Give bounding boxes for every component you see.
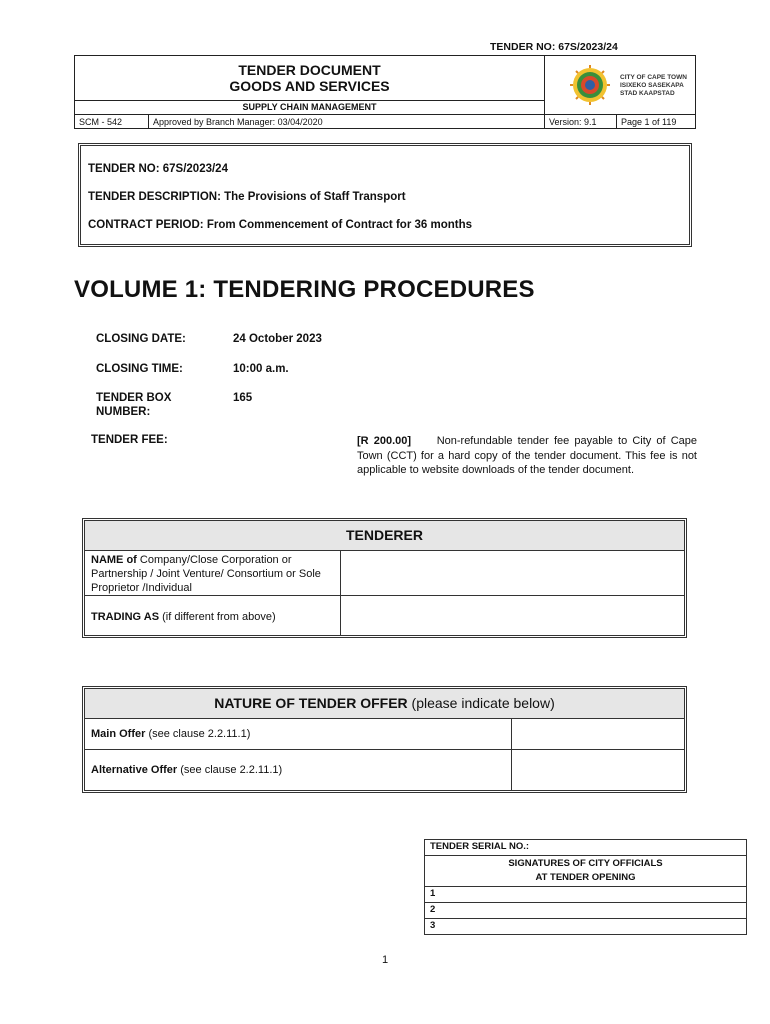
main-offer-bold: Main Offer [91, 728, 146, 740]
page-label: Page 1 of 119 [621, 117, 677, 127]
serial-label: TENDER SERIAL NO.: [425, 840, 746, 856]
alternative-offer-row [85, 750, 684, 790]
scm-code: SCM - 542 [75, 115, 149, 129]
city-of-cape-town-logo [545, 56, 697, 114]
tender-box-number: 165 [233, 392, 253, 404]
nature-of-offer-table [82, 686, 687, 793]
alternative-offer-label [85, 750, 512, 790]
volume-title: VOLUME 1: TENDERING PROCEDURES [74, 276, 535, 303]
header-meta-row [75, 114, 695, 129]
tender-fee-label: TENDER FEE: [91, 434, 168, 446]
nature-heading-rest: (please indicate below) [407, 695, 555, 711]
page-number: 1 [381, 954, 389, 966]
info-tender-description: TENDER DESCRIPTION: The Provisions of Staff Transport [88, 191, 406, 203]
trading-as-field[interactable] [341, 596, 684, 635]
tenderer-table [82, 518, 687, 638]
nature-heading [85, 689, 684, 719]
tender-serial-table [424, 839, 747, 935]
tender-box-label-1: TENDER BOX [96, 392, 172, 404]
signatures-line-2: AT TENDER OPENING [535, 872, 636, 883]
document-header-table [74, 55, 696, 129]
tenderer-name-rest: Company/Close Corporation or Partnership / Joint Venture/ Consortium or Sole Proprietor /Individual [91, 554, 321, 594]
top-tender-number: TENDER NO: 67S/2023/24 [490, 41, 618, 53]
closing-date-value: 24 October 2023 [233, 333, 322, 345]
version-label: Version: 9.1 [545, 115, 617, 129]
trading-as-rest: (if different from above) [159, 611, 276, 623]
header-title-line2: GOODS AND SERVICES [229, 78, 390, 94]
alternative-offer-rest: (see clause 2.2.11.1) [177, 764, 283, 776]
closing-date-label: CLOSING DATE: [96, 333, 186, 345]
closing-time-value: 10:00 a.m. [233, 363, 289, 375]
supply-chain-label: SUPPLY CHAIN MANAGEMENT [75, 100, 545, 114]
info-tender-number: TENDER NO: 67S/2023/24 [88, 163, 228, 175]
signature-row[interactable]: 1 [425, 887, 746, 903]
logo-line-2: ISIXEKO SASEKAPA [620, 82, 684, 89]
signature-row[interactable]: 3 [430, 920, 436, 931]
closing-time-label: CLOSING TIME: [96, 363, 183, 375]
tenderer-name-row [85, 551, 684, 596]
tenderer-name-bold: NAME of [91, 554, 137, 566]
signature-row[interactable]: 2 [425, 903, 746, 919]
tender-fee-description: Non-refundable tender fee payable to City of Cape Town (CCT) for a hard copy of the tender document. This fee is not applicable to website downloads of the tender document. [357, 435, 697, 476]
tender-info-box [78, 143, 692, 247]
alternative-offer-field[interactable] [512, 750, 684, 790]
signatures-line-1: SIGNATURES OF CITY OFFICIALS [508, 858, 663, 869]
header-title-line1: TENDER DOCUMENT [238, 62, 381, 78]
tenderer-name-label [85, 551, 341, 595]
tenderer-trading-row [85, 596, 684, 635]
trading-as-bold: TRADING AS [91, 611, 160, 623]
approval-note: Approved by Branch Manager: 03/04/2020 [149, 115, 545, 129]
trading-as-label [85, 596, 341, 635]
main-offer-label [85, 719, 512, 749]
nature-heading-bold: NATURE OF TENDER OFFER [214, 695, 408, 711]
info-contract-period: CONTRACT PERIOD: From Commencement of Contract for 36 months [88, 219, 472, 231]
header-title-cell [75, 56, 545, 100]
logo-line-3: STAD KAAPSTAD [620, 90, 675, 97]
tender-box-label-2: NUMBER: [96, 406, 151, 418]
main-offer-field[interactable] [512, 719, 684, 749]
logo-line-1: CITY OF CAPE TOWN [620, 74, 687, 81]
alternative-offer-bold: Alternative Offer [91, 764, 178, 776]
tenderer-name-field[interactable] [341, 551, 684, 595]
tender-fee-text [357, 434, 697, 478]
main-offer-rest: (see clause 2.2.11.1) [145, 728, 251, 740]
main-offer-row [85, 719, 684, 750]
tender-fee-amount: [R 200.00] [357, 435, 412, 447]
tenderer-heading: TENDERER [85, 521, 684, 551]
signatures-heading [425, 856, 746, 887]
